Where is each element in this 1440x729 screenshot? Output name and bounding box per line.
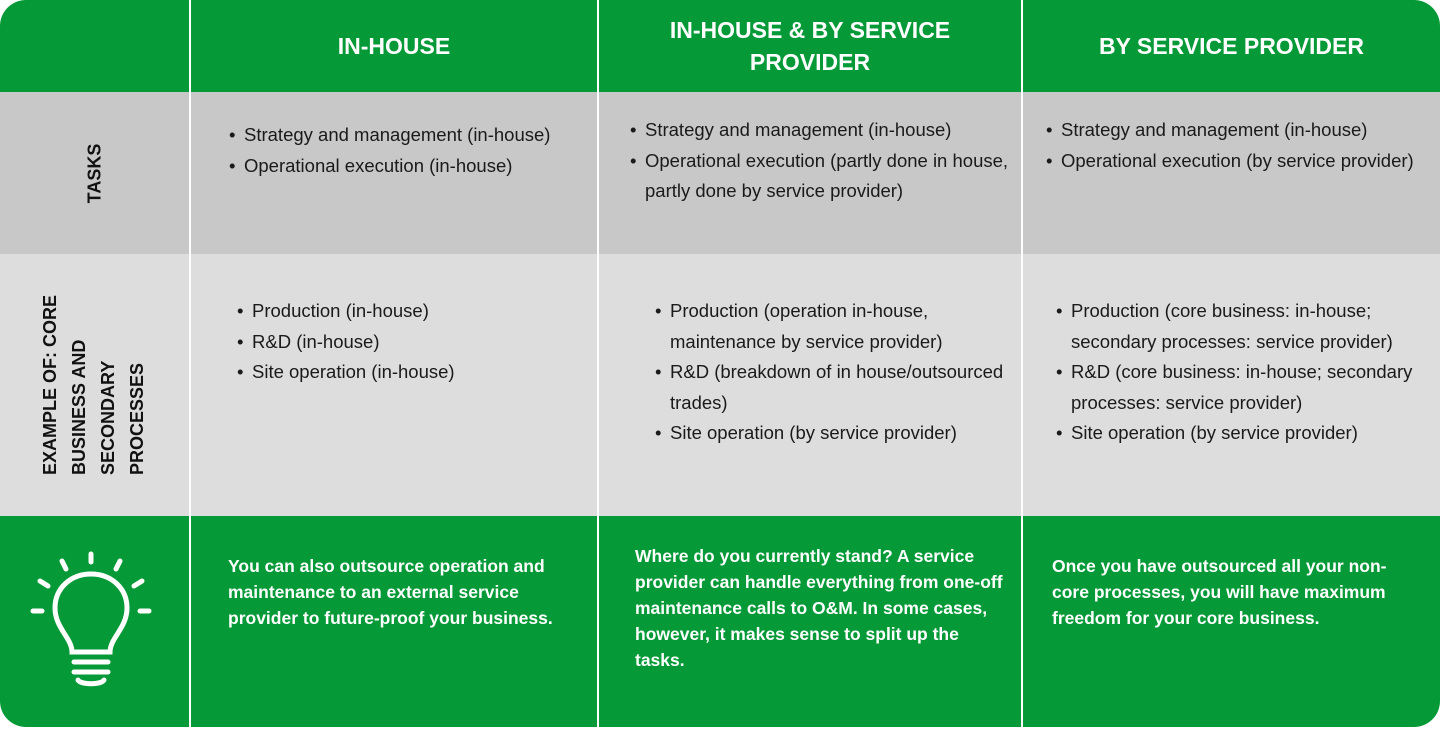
list-item: • Operational execution (by service provider) (1046, 146, 1426, 177)
row-label-examples (36, 295, 152, 475)
examples-in-house-list (237, 296, 577, 388)
list-item: • Site operation (in-house) (237, 357, 577, 388)
row-label-examples-line: EXAMPLE OF: CORE (40, 294, 61, 476)
list-item: • R&D (core business: in-house; secondary processes: service provider) (1056, 357, 1436, 418)
list-item: • Site operation (by service provider) (1056, 418, 1436, 449)
column-header-in-house: IN-HOUSE (337, 33, 451, 59)
row-label-examples-line: SECONDARY (98, 360, 119, 476)
column-header-mixed: IN-HOUSE & BY SERVICE PROVIDER (669, 17, 951, 75)
examples-mixed-list (655, 296, 1005, 449)
tasks-provider-list (1046, 115, 1426, 176)
examples-provider-list (1056, 296, 1436, 449)
list-item: • Strategy and management (in-house) (630, 115, 1010, 146)
list-item: • Operational execution (in-house) (229, 151, 589, 182)
row-label-tasks-cell (0, 92, 189, 254)
column-divider (597, 0, 599, 727)
list-item: • Production (in-house) (237, 296, 577, 327)
column-divider (189, 0, 191, 727)
row-label-examples-line: PROCESSES (127, 362, 148, 476)
list-item: • Operational execution (partly done in house, partly done by service provider) (630, 146, 1010, 207)
lightbulb-icon (28, 548, 158, 688)
list-item: • Production (operation in-house, maintenance by service provider) (655, 296, 1005, 357)
tasks-in-house-list (229, 120, 589, 181)
column-divider (1021, 0, 1023, 727)
list-item: • Site operation (by service provider) (655, 418, 1005, 449)
column-header-provider: BY SERVICE PROVIDER (1098, 33, 1364, 59)
row-label-examples-cell (0, 254, 189, 516)
tip-in-house: You can also outsource operation and maintenance to an external service provider to future-proof your business. (228, 556, 553, 628)
list-item: • R&D (in-house) (237, 327, 577, 358)
tip-mixed: Where do you currently stand? A service provider can handle everything from one-off maintenance calls to O&M. In some cases, however, it makes sense to split up the tasks. (635, 546, 1003, 670)
list-item: • R&D (breakdown of in house/outsourced trades) (655, 357, 1005, 418)
row-label-examples-line: BUSINESS AND (69, 339, 90, 476)
tasks-mixed-list (630, 115, 1010, 207)
row-label-tasks: TASKS (83, 143, 104, 203)
list-item: • Strategy and management (in-house) (1046, 115, 1426, 146)
list-item: • Production (core business: in-house; secondary processes: service provider) (1056, 296, 1436, 357)
list-item: • Strategy and management (in-house) (229, 120, 589, 151)
tip-provider: Once you have outsourced all your non-core processes, you will have maximum freedom for your core business. (1052, 556, 1387, 628)
